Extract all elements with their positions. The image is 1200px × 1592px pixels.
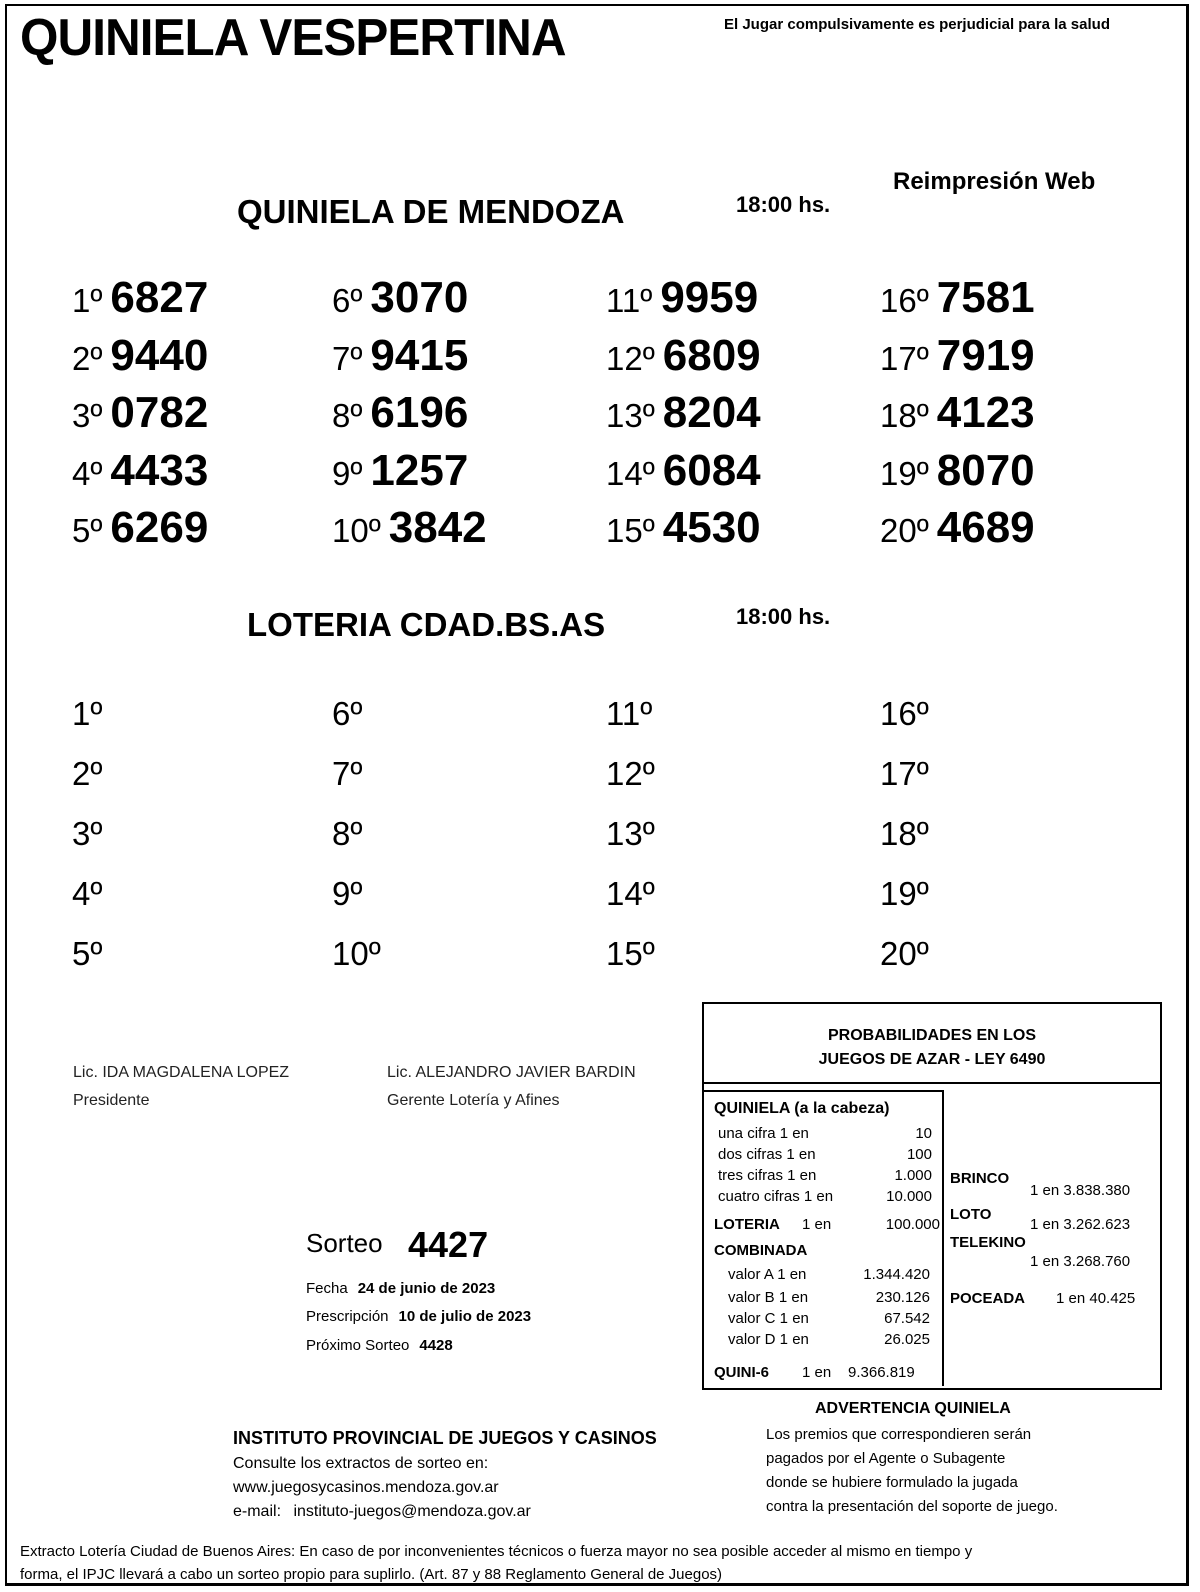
institute-consult-text: Consulte los extractos de sorteo en: — [233, 1455, 489, 1472]
result-position: 12º — [606, 755, 655, 792]
signature-role: Gerente Lotería y Afines — [387, 1092, 560, 1109]
result-position: 20º — [880, 935, 929, 972]
result-position: 3º — [72, 397, 103, 434]
mendoza-result-3 — [72, 385, 208, 441]
probabilities-left-panel — [704, 1090, 944, 1386]
result-position: 17º — [880, 755, 929, 792]
loteria-result-13 — [606, 806, 655, 862]
probabilities-title — [704, 1004, 1160, 1084]
telekino-prob-label: TELEKINO — [950, 1234, 1026, 1251]
result-position: 13º — [606, 397, 655, 434]
result-position: 2º — [72, 339, 103, 377]
combinada-prob-label: valor C 1 en — [728, 1310, 809, 1327]
loteria-result-10 — [332, 926, 381, 982]
fecha-label: Fecha — [306, 1280, 348, 1297]
loteria-result-1 — [72, 686, 102, 742]
result-position: 17º — [880, 339, 929, 377]
result-position: 10º — [332, 512, 381, 549]
quiniela-prob-value: 100 — [906, 1146, 932, 1163]
result-position: 19º — [880, 454, 929, 492]
page-title: QUINIELA VESPERTINA — [20, 9, 566, 67]
result-position: 11º — [606, 282, 653, 319]
combinada-prob-label: valor D 1 en — [728, 1331, 809, 1348]
loteria-result-16 — [880, 686, 929, 742]
probabilities-title-line1: PROBABILIDADES EN LOS — [827, 1027, 1036, 1044]
loteria-prob-value: 100.000 — [885, 1216, 940, 1233]
advertencia-line: pagados por el Agente o Subagente — [766, 1450, 1006, 1467]
mendoza-result-19 — [880, 443, 1035, 499]
mendoza-draw-time: 18:00 hs. — [736, 192, 831, 217]
draw-date-row — [306, 1280, 495, 1297]
mendoza-result-18 — [880, 385, 1035, 441]
mendoza-result-16 — [880, 270, 1035, 326]
mendoza-result-20 — [880, 500, 1035, 556]
loteria-result-3 — [72, 806, 102, 862]
result-number: 8070 — [936, 445, 1035, 495]
result-position: 11º — [606, 695, 653, 732]
signature-president — [73, 1059, 289, 1115]
brinco-prob-value: 1 en 3.838.380 — [1030, 1182, 1131, 1199]
reprint-label: Reimpresión Web — [893, 168, 1096, 195]
combinada-prob-label: valor A 1 en — [728, 1266, 807, 1283]
result-position: 6º — [332, 282, 363, 319]
mendoza-result-15 — [606, 500, 761, 556]
result-number: 1257 — [370, 445, 469, 495]
result-number: 6084 — [662, 445, 761, 495]
prescripcion-label: Prescripción — [306, 1308, 389, 1325]
prescription-row — [306, 1308, 531, 1325]
probabilities-box — [702, 1002, 1162, 1390]
result-number: 7581 — [936, 273, 1035, 322]
loteria-result-2 — [72, 746, 102, 802]
sorteo-number: 4427 — [408, 1224, 489, 1265]
probabilities-title-line2: JUEGOS DE AZAR - LEY 6490 — [818, 1051, 1046, 1068]
result-number: 9415 — [370, 330, 469, 380]
mendoza-result-5 — [72, 500, 208, 556]
result-number: 9440 — [110, 330, 209, 380]
result-number: 6809 — [662, 330, 761, 380]
result-position: 7º — [332, 755, 363, 792]
institute-email-link[interactable]: instituto-juegos@mendoza.gov.ar — [293, 1503, 531, 1520]
quiniela-prob-value: 1.000 — [894, 1167, 932, 1184]
result-position: 5º — [72, 512, 103, 549]
result-number: 7919 — [936, 330, 1035, 380]
result-position: 7º — [332, 339, 363, 377]
loteria-result-19 — [880, 866, 929, 922]
loteria-result-17 — [880, 746, 929, 802]
quiniela-prob-label: cuatro cifras 1 en — [718, 1188, 834, 1205]
mendoza-result-13 — [606, 385, 761, 441]
quini6-prob-en: 1 en — [802, 1364, 832, 1381]
prescripcion-value: 10 de julio de 2023 — [398, 1308, 532, 1325]
mendoza-section-title: QUINIELA DE MENDOZA — [237, 193, 625, 230]
combinada-prob-label: valor B 1 en — [728, 1289, 809, 1306]
result-number: 4689 — [936, 503, 1035, 552]
combinada-prob-value: 67.542 — [884, 1310, 930, 1327]
mendoza-result-12 — [606, 328, 761, 384]
result-position: 20º — [880, 512, 929, 549]
loteria-result-14 — [606, 866, 655, 922]
signature-role: Presidente — [73, 1092, 150, 1109]
signature-name: Lic. ALEJANDRO JAVIER BARDIN — [387, 1064, 636, 1081]
combinada-prob-value: 26.025 — [884, 1331, 930, 1348]
result-position: 9º — [332, 454, 363, 492]
result-number: 6196 — [370, 388, 469, 437]
loteria-result-9 — [332, 866, 362, 922]
loteria-result-7 — [332, 746, 362, 802]
combinada-prob-value: 1.344.420 — [863, 1266, 930, 1283]
institute-website-link[interactable]: www.juegosycasinos.mendoza.gov.ar — [233, 1479, 499, 1496]
result-number: 9959 — [660, 273, 759, 322]
institute-title: INSTITUTO PROVINCIAL DE JUEGOS Y CASINOS — [233, 1428, 657, 1448]
result-position: 5º — [72, 935, 103, 972]
email-label: e-mail: — [233, 1503, 282, 1520]
loteria-result-18 — [880, 806, 929, 862]
loteria-result-4 — [72, 866, 102, 922]
loteria-prob-en: 1 en — [802, 1216, 832, 1233]
result-number: 4123 — [936, 388, 1035, 437]
gambling-warning: El Jugar compulsivamente es perjudicial para la salud — [724, 16, 1110, 33]
result-position: 4º — [72, 875, 103, 912]
result-number: 0782 — [110, 388, 209, 437]
result-position: 14º — [606, 454, 655, 492]
quiniela-prob-label: una cifra 1 en — [718, 1125, 809, 1142]
result-number: 3842 — [388, 503, 487, 552]
mendoza-result-17 — [880, 328, 1035, 384]
result-position: 8º — [332, 815, 363, 852]
result-position: 16º — [880, 695, 929, 732]
loteria-result-5 — [72, 926, 102, 982]
result-number: 6827 — [110, 273, 209, 322]
result-position: 8º — [332, 397, 363, 434]
result-position: 9º — [332, 875, 363, 912]
result-position: 6º — [332, 695, 363, 732]
loteria-result-11 — [606, 686, 652, 742]
advertencia-line: donde se hubiere formulado la jugada — [766, 1474, 1018, 1491]
proximo-label: Próximo Sorteo — [306, 1337, 410, 1354]
result-position: 10º — [332, 935, 381, 972]
result-position: 2º — [72, 755, 103, 792]
result-position: 4º — [72, 454, 103, 492]
result-position: 18º — [880, 397, 929, 434]
quini6-prob-value: 9.366.819 — [848, 1364, 915, 1381]
result-position: 18º — [880, 815, 929, 852]
mendoza-result-14 — [606, 443, 761, 499]
combinada-prob-value: 230.126 — [875, 1289, 930, 1306]
mendoza-result-7 — [332, 328, 468, 384]
combinada-prob-title: COMBINADA — [714, 1242, 808, 1259]
footer-line: Extracto Lotería Ciudad de Buenos Aires: En caso de por inconvenientes técnicos o fuerza mayor no sea posible acceder al mismo en tiempo y — [20, 1543, 973, 1560]
poceada-prob-label: POCEADA — [950, 1290, 1026, 1307]
mendoza-result-1 — [72, 270, 208, 326]
poceada-prob-value: 1 en 40.425 — [1056, 1290, 1136, 1307]
result-number: 8204 — [662, 388, 761, 437]
loteria-section-title: LOTERIA CDAD.BS.AS — [247, 606, 606, 643]
telekino-prob-value: 1 en 3.268.760 — [1030, 1253, 1131, 1270]
mendoza-result-9 — [332, 443, 468, 499]
institute-email-row — [233, 1503, 531, 1521]
signature-name: Lic. IDA MAGDALENA LOPEZ — [73, 1064, 290, 1081]
result-position: 15º — [606, 512, 655, 549]
advertencia-title: ADVERTENCIA QUINIELA — [815, 1400, 1011, 1417]
mendoza-result-8 — [332, 385, 468, 441]
proximo-value: 4428 — [419, 1337, 453, 1354]
quiniela-prob-value: 10 — [915, 1125, 932, 1142]
loteria-result-20 — [880, 926, 929, 982]
quiniela-prob-label: dos cifras 1 en — [718, 1146, 816, 1163]
mendoza-result-11 — [606, 270, 758, 326]
result-position: 19º — [880, 875, 929, 912]
mendoza-result-6 — [332, 270, 468, 326]
loto-prob-value: 1 en 3.262.623 — [1030, 1216, 1131, 1233]
mendoza-result-4 — [72, 443, 208, 499]
result-number: 4433 — [110, 445, 209, 495]
loto-prob-label: LOTO — [950, 1206, 992, 1223]
result-position: 13º — [606, 815, 655, 852]
loteria-result-15 — [606, 926, 655, 982]
signature-manager — [387, 1059, 636, 1115]
quiniela-prob-value: 10.000 — [886, 1188, 932, 1205]
mendoza-result-10 — [332, 500, 487, 556]
result-position: 12º — [606, 339, 655, 377]
result-position: 1º — [72, 282, 103, 319]
next-draw-row — [306, 1337, 453, 1354]
quiniela-prob-label: tres cifras 1 en — [718, 1167, 817, 1184]
result-number: 6269 — [110, 503, 209, 552]
loteria-result-6 — [332, 686, 362, 742]
mendoza-result-2 — [72, 328, 208, 384]
result-position: 16º — [880, 282, 929, 319]
fecha-value: 24 de junio de 2023 — [357, 1280, 496, 1297]
loteria-result-12 — [606, 746, 655, 802]
footer-line: forma, el IPJC llevará a cabo un sorteo propio para suplirlo. (Art. 87 y 88 Reglamento General de Juegos) — [20, 1566, 723, 1583]
result-position: 1º — [72, 695, 103, 732]
sorteo-label: Sorteo — [306, 1228, 383, 1258]
loteria-result-8 — [332, 806, 362, 862]
result-number: 4530 — [662, 503, 761, 552]
quini6-prob-label: QUINI-6 — [714, 1364, 770, 1381]
result-number: 3070 — [370, 273, 469, 322]
quiniela-prob-title: QUINIELA (a la cabeza) — [714, 1100, 890, 1117]
result-position: 14º — [606, 875, 655, 912]
result-position: 15º — [606, 935, 655, 972]
advertencia-line: Los premios que correspondieren serán — [766, 1426, 1032, 1443]
loteria-prob-label: LOTERIA — [714, 1216, 780, 1233]
result-position: 3º — [72, 815, 103, 852]
advertencia-line: contra la presentación del soporte de juego. — [766, 1498, 1058, 1515]
brinco-prob-label: BRINCO — [950, 1170, 1010, 1187]
loteria-draw-time: 18:00 hs. — [736, 604, 831, 629]
